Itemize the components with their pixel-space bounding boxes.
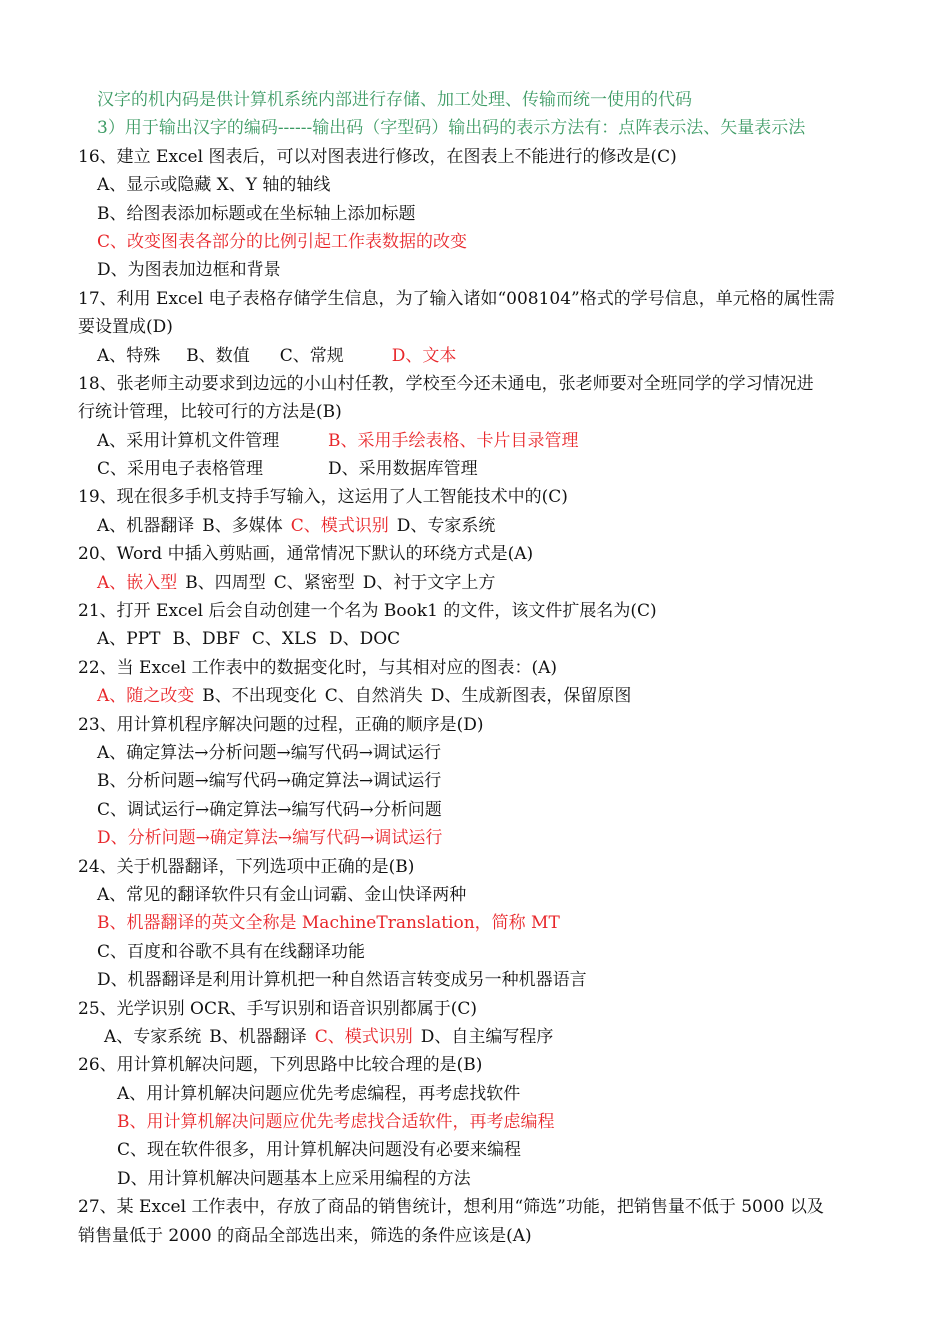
option: C、采用电子表格管理 xyxy=(97,459,264,480)
correct-option: C、改变图表各部分的比例引起工作表数据的改变 xyxy=(97,231,468,252)
correct-option: D、分析问题→确定算法→编写代码→调试运行 xyxy=(97,828,443,849)
option: B、DBF xyxy=(172,629,240,650)
question-stem: 19、现在很多手机支持手写输入，这运用了人工智能技术中的(C) xyxy=(78,487,568,508)
correct-option: C、模式识别 xyxy=(314,1026,413,1047)
question-stem: 20、Word 中插入剪贴画，通常情况下默认的环绕方式是(A) xyxy=(78,544,534,565)
option-row xyxy=(0,512,950,540)
option: D、为图表加边框和背景 xyxy=(97,260,281,281)
option: D、专家系统 xyxy=(396,515,496,536)
correct-option: D、文本 xyxy=(391,345,457,366)
note-line: 汉字的机内码是供计算机系统内部进行存储、加工处理、传输而统一使用的代码 xyxy=(97,90,692,110)
question-stem: 27、某 Excel 工作表中，存放了商品的销售统计，想利用“筛选”功能，把销售量不低于 5000 以及 xyxy=(78,1197,824,1218)
option: A、机器翻译 xyxy=(97,515,195,536)
option: C、百度和谷歌不具有在线翻译功能 xyxy=(97,941,366,962)
option: D、用计算机解决问题基本上应采用编程的方法 xyxy=(117,1168,471,1189)
question-stem: 21、打开 Excel 后会自动创建一个名为 Book1 的文件，该文件扩展名为(C) xyxy=(78,601,657,622)
option-row xyxy=(0,455,950,483)
question-stem: 22、当 Excel 工作表中的数据变化时，与其相对应的图表：(A) xyxy=(78,657,557,678)
option-row xyxy=(0,625,950,653)
option: B、分析问题→编写代码→确定算法→调试运行 xyxy=(97,771,442,792)
option: D、衬于文字上方 xyxy=(362,572,496,593)
option: D、生成新图表，保留原图 xyxy=(430,686,632,707)
option: B、给图表添加标题或在坐标轴上添加标题 xyxy=(97,203,416,224)
question-stem: 16、建立 Excel 图表后，可以对图表进行修改，在图表上不能进行的修改是(C) xyxy=(78,146,677,167)
option: A、采用计算机文件管理 xyxy=(97,430,280,451)
option: A、确定算法→分析问题→编写代码→调试运行 xyxy=(97,742,442,763)
correct-option: A、随之改变 xyxy=(97,686,195,707)
option: D、自主编写程序 xyxy=(420,1026,554,1047)
option: A、PPT xyxy=(97,629,161,650)
question-stem: 25、光学识别 OCR、手写识别和语音识别都属于(C) xyxy=(78,998,478,1019)
option-row xyxy=(0,342,950,370)
option: A、专家系统 xyxy=(104,1026,202,1047)
option-row xyxy=(0,427,950,455)
option: A、特殊 xyxy=(97,345,161,366)
option: D、机器翻译是利用计算机把一种自然语言转变成另一种机器语言 xyxy=(97,970,587,991)
option: C、自然消失 xyxy=(324,686,423,707)
option: D、采用数据库管理 xyxy=(328,459,478,480)
option: B、数值 xyxy=(186,345,250,366)
question-stem: 24、关于机器翻译，下列选项中正确的是(B) xyxy=(78,856,415,877)
option: B、机器翻译 xyxy=(209,1026,307,1047)
correct-option: A、嵌入型 xyxy=(97,572,178,593)
question-stem: 17、利用 Excel 电子表格存储学生信息，为了输入诸如“008104”格式的学号信息，单元格的属性需 xyxy=(78,288,835,309)
option: C、XLS xyxy=(251,629,317,650)
correct-option: B、采用手绘表格、卡片目录管理 xyxy=(328,430,579,451)
note-line: 3）用于输出汉字的编码------输出码（字型码）输出码的表示方法有：点阵表示法、矢量表示法 xyxy=(97,118,806,139)
option: D、DOC xyxy=(328,629,401,650)
document-page xyxy=(0,86,950,1250)
option: B、四周型 xyxy=(185,572,266,593)
option: B、多媒体 xyxy=(202,515,283,536)
option-row xyxy=(0,1023,950,1051)
option: B、不出现变化 xyxy=(202,686,317,707)
option: A、常见的翻译软件只有金山词霸、金山快译两种 xyxy=(97,884,467,905)
question-stem: 26、用计算机解决问题，下列思路中比较合理的是(B) xyxy=(78,1055,483,1076)
question-stem: 行统计管理，比较可行的方法是(B) xyxy=(78,402,342,423)
question-stem: 销售量低于 2000 的商品全部选出来，筛选的条件应该是(A) xyxy=(78,1225,532,1246)
option: A、显示或隐藏 X、Y 轴的轴线 xyxy=(97,175,331,196)
option: C、常规 xyxy=(279,345,344,366)
question-stem: 18、张老师主动要求到边远的小山村任教，学校至今还未通电，张老师要对全班同学的学习情况进 xyxy=(78,373,814,394)
option: A、用计算机解决问题应优先考虑编程，再考虑找软件 xyxy=(117,1083,521,1104)
option-row xyxy=(0,569,950,597)
option-row xyxy=(0,682,950,710)
option: C、紧密型 xyxy=(273,572,355,593)
option: C、调试运行→确定算法→编写代码→分析问题 xyxy=(97,799,442,820)
correct-option: B、机器翻译的英文全称是 MachineTranslation，简称 MT xyxy=(97,913,560,934)
option: C、现在软件很多，用计算机解决问题没有必要来编程 xyxy=(117,1140,522,1161)
question-stem: 23、用计算机程序解决问题的过程，正确的顺序是(D) xyxy=(78,714,484,735)
question-stem: 要设置成(D) xyxy=(78,317,173,338)
correct-option: B、用计算机解决问题应优先考虑找合适软件，再考虑编程 xyxy=(117,1112,555,1133)
correct-option: C、模式识别 xyxy=(290,515,389,536)
